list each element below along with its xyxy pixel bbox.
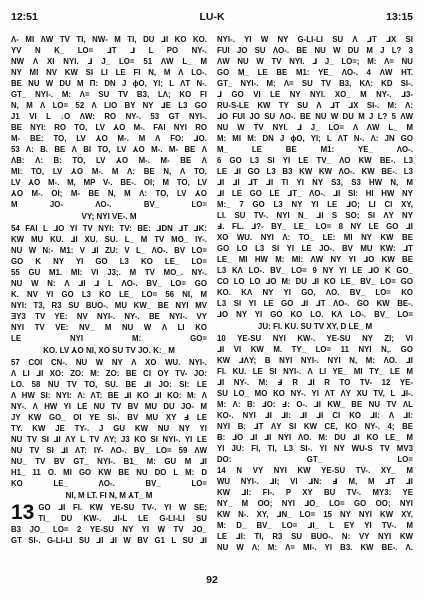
text-line: KO LE_ ΛO-. BV_ LO= — [11, 479, 207, 488]
left-column — [11, 34, 207, 546]
text-line: WU NYI-. ⅃I; VI ⅃N: Ⅎ M, M ⅃T ⅃I — [217, 477, 413, 486]
text-line: LO. 58 NU TV TO, SU. BE ⅃I JO: SI: LE — [11, 380, 207, 389]
text-line: NU W Λ: M: Λ= MI-. YI B3. KW BE-. Λ. — [217, 543, 413, 552]
text-line: ⅃I NY-. M: Ⅎ R ⅃I R TO TV- 12 YE- — [217, 378, 413, 387]
text-line: NU W N: Λ ⅃I ⅃ L ΛO-. BV_ LO= GO — [11, 279, 207, 288]
text-line: M JO- ΛO-. BV_ LO= — [11, 200, 207, 209]
text-line: ⅃I ⅃I ⅃T ⅃I TI YI NY S3, S3 HW N, M — [217, 178, 413, 187]
text-line: RU-S-LE KW TY SU Λ ⅃T ⅃X SI-. M: Λ: — [217, 101, 413, 110]
text-line: NU TV SI ⅃I ΛY L TV ΛY; J3 KO SI NYI-. YI LE — [11, 435, 207, 444]
text-line: 14 N VY NYI KW YE-SU TV-. XY_ M — [217, 466, 413, 475]
text-line: GO M_ LE BE M1: YE_ ΛO-. 4 ΛW HT. — [217, 68, 413, 77]
text-line: JY KW GO_ OI YE SI-. BV MU XY Ⅎ LE — [11, 413, 207, 422]
text-line: Ⅎ. FL. ⅃?- BY_ LE_ LO= 8 NY LE GO ⅃I — [217, 222, 413, 231]
text-line: NY MI NV KW SI LI LE FI N, M Λ LO-. — [11, 68, 207, 77]
text-line: NY_ M OO; NYI ⅃O_ LO= GO OO; NYI — [217, 499, 413, 508]
text-line: H1_ 11 O. MI GO KW BE NU DO L M: D — [11, 468, 207, 477]
text-line: J1 VI L ↓O ΛW: RO NY-. 53 GT NYI-. — [11, 112, 207, 121]
text-line: ƎY3 TV YE: NV NYI-. NY-. BE NYI-. VY — [11, 312, 207, 321]
running-header — [11, 10, 413, 24]
text-line: GO ⅃I FI. KW YE-SU TV-. YI W SE; — [38, 503, 207, 512]
text-line: FUI JO SU ΛO-. BE NU W DU M J L? 3 — [217, 46, 413, 55]
text-line: ⅃I VI KW M. TY_ LO= 11 NYI N,. GO — [217, 345, 413, 354]
text-line: LE NYI M: GO= — [11, 334, 207, 343]
text-line: B3 JO_ LO= 2 YE-SU NY YI W TV JO_ — [11, 525, 207, 534]
text-line: KO-. NYI ⅃I ⅃I: ⅃I ⅃I CI KO ⅃I: Λ ⅃I: — [217, 411, 413, 420]
text-line: M- BE: TO, LV ⅄O M-. M Λ FO: ⅃O. — [11, 134, 207, 143]
text-line: KO. KΛ NY YI GO, ΛO. BV_ LO= KO — [217, 288, 413, 297]
text-line: ⅃O NY YI GO KO LO. KΛ LO-. BV_ LO= — [217, 310, 413, 319]
book-title: LU-K — [199, 11, 225, 23]
text-line: MI: TO, LV ⅄O M-. M Λ: BE N, Λ TO, — [11, 167, 207, 176]
text-line: NU W N:- M1: V ⅃I ZU: V L_ ΛO-. BV LO= — [11, 246, 207, 255]
text-line: ⅃ GO VI LE NY NYI. XO_ M NY-. ⅃3- — [217, 90, 413, 99]
text-line: KW N-. XY, ⅃N_ LO= 15 NY NYI KW XY, — [217, 510, 413, 519]
text-line: GT_ NYI-. M: Λ= SU TV B3, KΛ: KD SI-. — [217, 79, 413, 88]
text-line: GT SI-. G-LI-LI SU ⅃I ⅃I W BV G1 L SU ⅃I — [11, 536, 207, 545]
text-line: 57 COI CN-. NU W NY Λ XO WU. NYI-. — [11, 358, 207, 367]
text-line: CO LO LO ⅃O M: DU ⅃I KO LE_ BV_ LO= GO — [217, 277, 413, 286]
text-line: NU W TV NYI. ⅃ J_ LO= Λ ΛW L_ M — [217, 123, 413, 132]
text-line: TY. KW JE TY-. J GU KW NU NY YI — [11, 424, 207, 433]
text-line: LE ⅃I GO L3 B3 KW KW ΛO-. KW BE-. L3 — [217, 167, 413, 176]
text-line: NYI B: ⅃T ΛY SI KW CE, KO NY-. 4; BE — [217, 422, 413, 431]
text-line: NYI TV VE: NV_ M NU W Λ LI KO — [11, 323, 207, 332]
text-line: 53 Λ: B. BE Λ BI TO, LV ⅄O M-. M- BE Λ — [11, 145, 207, 154]
text-line: KW MU KU. ⅃I XU. SU. L_ M TV MO_ IY-. — [11, 235, 207, 244]
text-line: GO LO L3 SI YI LE JO-. BV MU KW: ⅃T — [217, 244, 413, 253]
text-line: M:_ 7 GO L3 NY YI LE ⅃O; LI CI XY, — [217, 200, 413, 209]
text-line: 10 YE-SU NYI KW-. YE-SU NY ZI; VI — [217, 334, 413, 343]
text-line: 54 FAI L ⅃O YI TV NYI: TV: BE: ⅃DN ⅃T ⅃K: — [11, 224, 207, 233]
text-line: LV ⅄O M-. M, MP V-. BE-. OI; M TO, LV — [11, 178, 207, 187]
text-line: FI. KU. LE SI NYI-. Λ LI YE_ MI TY_ LE M — [217, 367, 413, 376]
text-line: M: D_ BV_ LO= ⅃I_ L EY YI TV-. M — [217, 521, 413, 530]
text-line: M: MI M: DN J ɸO, YI; L ΛT N-. Λ: JN GO — [217, 134, 413, 143]
text-line: BE NU W DU M Π: DN J ɸO, YI; L ΛT N-. — [11, 79, 207, 88]
text-line: 6 GO L3 SI YI LE TV_ ΛO KW BE-. L3 — [217, 156, 413, 165]
text-line: L3 SI YI LE GO ⅃I ⅃T ΛO-. GO KW BE-. — [217, 299, 413, 308]
text-line: Λ HW SI: NYI: Λ: ΛT: BE ⅃I KO ⅃I KO: M: Λ — [11, 391, 207, 400]
text-line: TI_ DU KW-. ⅃I-L LE G-LI-LI SU — [38, 514, 207, 523]
text-line: ΛB: Λ: B: TO, LV ⅄O M-. M- BE Λ — [11, 156, 207, 165]
text-line: 55 GU M1. MI: VI J3;. M TV MO_. NY-. — [11, 268, 207, 277]
text-line: B: ⅃O ⅃I ⅃I NYI ΛO. M: DU ⅃I KO LE_ M — [217, 433, 413, 442]
text-line: GO K NY YI GO L3 KO LE_ LO= — [11, 257, 207, 266]
text-line: GT_ NYI-. M: Λ= SU TV B3, LΛ; KO FI — [11, 90, 207, 99]
text-line: N, M Λ LO= 52 Λ LIO BY NY ⅃E L3 GO — [11, 101, 207, 110]
text-line: YI JU: FI, TI, L3 SI-. YI NY WU-S TV MV3 — [217, 444, 413, 453]
text-line: LE ⅃I: TI, R3 SU BUO-. N: VY NYI KW — [217, 532, 413, 541]
text-line: NYI: T3, R3 SU BUO-. MU KW_ BE NYI MV — [11, 301, 207, 310]
page-number: 92 — [206, 574, 218, 586]
text-line: K. NV YI GO L3 KO LE_ LO= 56 NI, M — [11, 290, 207, 299]
text-line: ΛW NU W TV NYI. ⅃ J_ LO=; M: Λ= NU — [217, 57, 413, 66]
section-heading: JU: FI. KU. SU TV XY, D LE_ M — [257, 322, 373, 331]
text-line: NU_ TV BV GT_ NYI-. B1_ M: GU M ⅃I — [11, 457, 207, 466]
text-line: NYI-. YI W NY G-LI-LI SU Λ ⅃T ⅃X SI — [217, 35, 413, 44]
text-line: BE NYI: RO TO, LV ⅄O M-. FAI NYI RO — [11, 123, 207, 132]
text-line: KW ⅃ΛY; B NYI NYI-. NYI N, M: ΛO. ⅃I — [217, 356, 413, 365]
text-line: LE_ MI HW M: MI: ΛW NY YI ⅃O KW BE — [217, 255, 413, 264]
text-line: KW ⅃I: FI-. P XY BU TV-. MY3: YE — [217, 488, 413, 497]
section-heading: NI, M LT. FI N, M ⅄T_ M — [65, 491, 153, 500]
text-line: ⅃O FUI JO SU ΛO-. BE NU W DU M J L? 5 ΛW — [217, 112, 413, 121]
text-line: NY-. Λ HW YI LE NU TV BV MU DU JO- M — [11, 402, 207, 411]
text-line: NU TV SI ⅃I ΛT: IY- ΛO-. BV_ LO= 59 ΛW — [11, 446, 207, 455]
text-line: SU LO_ MO KO NY-. YI ΛT ΛY XU TV, L ⅃I-. — [217, 389, 413, 398]
text-line: L3 KΛ LO-. BV_ LO= 9 NY YI LE ⅃O K GO_ — [217, 266, 413, 275]
text-line: M: Λ: B: ⅃O: Ⅎ: O-. ⅃I KW_ BE NU TV ΛL — [217, 400, 413, 409]
text-line: YV N K_ LO= ⅃T ⅃ L PO NY-. — [11, 46, 207, 55]
right-column — [217, 34, 413, 553]
text-line: Λ LI ⅃I XO: ZO: M: ZO: BE CI OY TV- JO: — [11, 369, 207, 378]
text-line: LI. SU TV-. NYI N_ ⅃I S SO; SI ΛY NY — [217, 211, 413, 220]
section-heading: KO. LV ⅄O NI, XO SU TV JO. K:_ M — [43, 346, 175, 355]
text-line: XO WU. NYI Λ: TO_ LE: MI NY KW BE — [217, 233, 413, 242]
text-line: M_ LE BE M1: YE_ ΛO-. — [217, 145, 413, 154]
verse-range-end: 13:15 — [386, 11, 413, 23]
text-line: DO: GT_ LO= — [217, 455, 413, 464]
text-line: ⅃I LE GO LE ⅃T_ ΛO-. ⅃I SI: HI HW NY — [217, 189, 413, 198]
text-line: NW Λ XI NYI. ⅃ J_ LO= 51 ΛW L_ M — [11, 57, 207, 66]
text-line: Λ- MI ΛW TV TI, NW- M TI, DU ⅃I KO KO. — [11, 35, 207, 44]
text-line: ⅄O M-. OI; M- BE N, M Λ: TO, LV ⅄O — [11, 189, 207, 198]
verse-range-start: 12:51 — [11, 11, 38, 23]
section-heading: VY; NYI VE-. M — [81, 212, 137, 221]
chapter-number: 13 — [11, 501, 35, 524]
